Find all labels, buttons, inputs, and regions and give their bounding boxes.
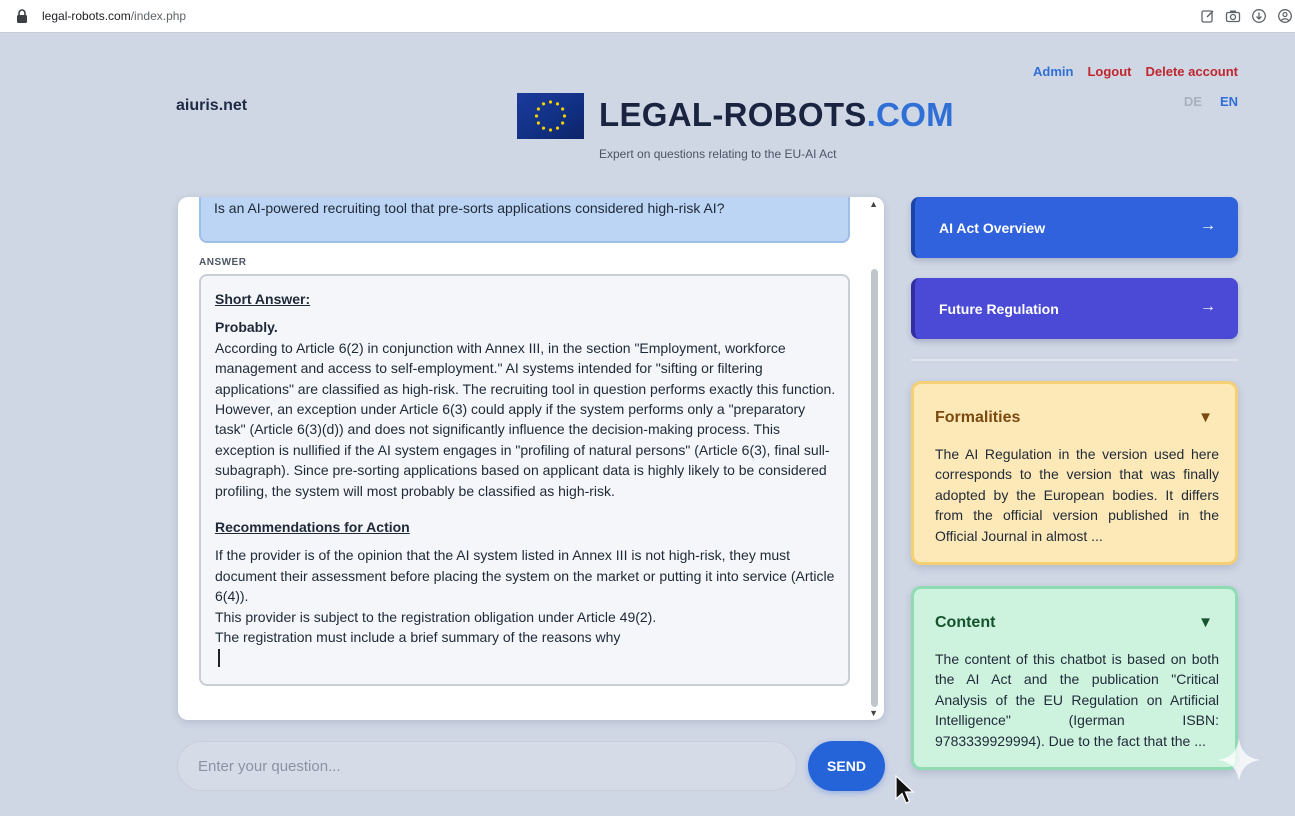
nav-label: Future Regulation	[939, 301, 1059, 317]
url-text[interactable]	[42, 9, 186, 23]
recommendations-heading: Recommendations for Action	[215, 519, 410, 536]
card-title: Formalities	[935, 409, 1021, 426]
url-domain: legal-robots.com	[42, 9, 131, 23]
site-name-link[interactable]: aiuris.net	[176, 97, 248, 114]
extension-icon[interactable]	[1277, 8, 1293, 24]
delete-account-link[interactable]: Delete account	[1145, 64, 1238, 79]
content-card[interactable]	[911, 586, 1238, 770]
question-bubble	[199, 197, 850, 243]
camera-icon[interactable]	[1225, 8, 1241, 24]
brand-title	[599, 96, 954, 134]
language-en-link[interactable]: EN	[1219, 94, 1238, 109]
scroll-down-arrow-icon[interactable]: ▼	[869, 708, 878, 718]
card-body: The content of this chatbot is based on both the AI Act and the publication "Critical Analysis of the EU Regulation on Artificial Intelligence" (Igerman ISBN: 9783339929994). Due to the fact that the ...	[935, 651, 1219, 749]
scroll-up-arrow-icon[interactable]: ▲	[869, 199, 878, 209]
card-body: The AI Regulation in the version used here corresponds to the version that was finally adopted by the European bodies. It differs from the official version published in the Official Journal in almost ...	[935, 446, 1219, 544]
arrow-right-icon: →	[1200, 298, 1216, 315]
chat-scrollbar[interactable]	[870, 197, 882, 720]
download-icon[interactable]	[1251, 8, 1267, 24]
collapse-toggle-icon[interactable]: ▼	[1198, 614, 1213, 631]
short-answer-heading: Short Answer:	[215, 291, 311, 307]
scrollbar-thumb[interactable]	[871, 269, 878, 707]
answer-content	[215, 289, 839, 667]
arrow-right-icon: →	[1200, 217, 1216, 234]
question-input[interactable]	[177, 741, 797, 791]
tagline: Expert on questions relating to the EU-AI Act	[599, 147, 837, 161]
sidebar-divider	[911, 359, 1238, 361]
send-button[interactable]: SEND	[808, 741, 885, 791]
edit-icon[interactable]	[1200, 8, 1216, 24]
short-answer-text: According to Article 6(2) in conjunction with Annex III, in the section "Employment, workforce management and access to self-employment." AI systems intended for "sifting or filtering applications" are classified as high-risk. The recruiting tool in question performs exactly this function. However, an exception under Article 6(3) could apply if the system performs only a "preparatory task" (Article 6(3)(d)) and does not significantly influence the decision-making process. This exception is nullified if the AI system engages in "profiling of natural persons" (Article 6(3), final sull-subagraph). Since pre-sorting applications based on applicant data is highly likely to be considered profiling, the system will most probably be classified as high-risk.	[215, 339, 836, 499]
logout-link[interactable]: Logout	[1087, 64, 1132, 79]
question-text: Is an AI-powered recruiting tool that pre-sorts applications considered high-risk AI?	[214, 200, 725, 216]
chat-panel[interactable]	[178, 197, 884, 720]
answer-label: ANSWER	[199, 257, 247, 268]
mouse-pointer-icon	[895, 775, 915, 805]
lock-icon	[16, 9, 28, 23]
eu-flag-logo	[517, 93, 584, 139]
answer-box	[199, 274, 850, 686]
nav-label: AI Act Overview	[939, 220, 1046, 236]
admin-link[interactable]: Admin	[1033, 64, 1074, 79]
language-switcher	[1184, 94, 1238, 109]
language-de-link[interactable]: DE	[1183, 94, 1202, 109]
typing-caret	[218, 649, 220, 667]
recommendation-text-2: This provider is subject to the registration obligation under Article 49(2).	[215, 608, 657, 625]
brand-main: LEGAL-ROBOTS	[599, 96, 867, 133]
recommendation-text-1: If the provider is of the opinion that the AI system listed in Annex III is not high-risk, they must document their assessment before placing the system on the market or putting it into service (Article 6(4)).	[215, 547, 835, 605]
answer-verdict: Probably.	[215, 319, 278, 336]
browser-address-bar[interactable]	[0, 0, 1295, 33]
nav-ai-act-overview-button[interactable]	[911, 197, 1238, 258]
sparkle-icon	[1215, 736, 1263, 784]
brand-tld: .COM	[866, 96, 954, 133]
account-links	[1033, 64, 1238, 79]
collapse-toggle-icon[interactable]: ▼	[1198, 409, 1213, 426]
formalities-card[interactable]	[911, 381, 1238, 565]
url-path: /index.php	[130, 9, 187, 23]
card-title: Content	[935, 614, 996, 631]
nav-future-regulation-button[interactable]	[911, 278, 1238, 339]
recommendation-text-3: The registration must include a brief summary of the reasons why	[215, 629, 621, 646]
